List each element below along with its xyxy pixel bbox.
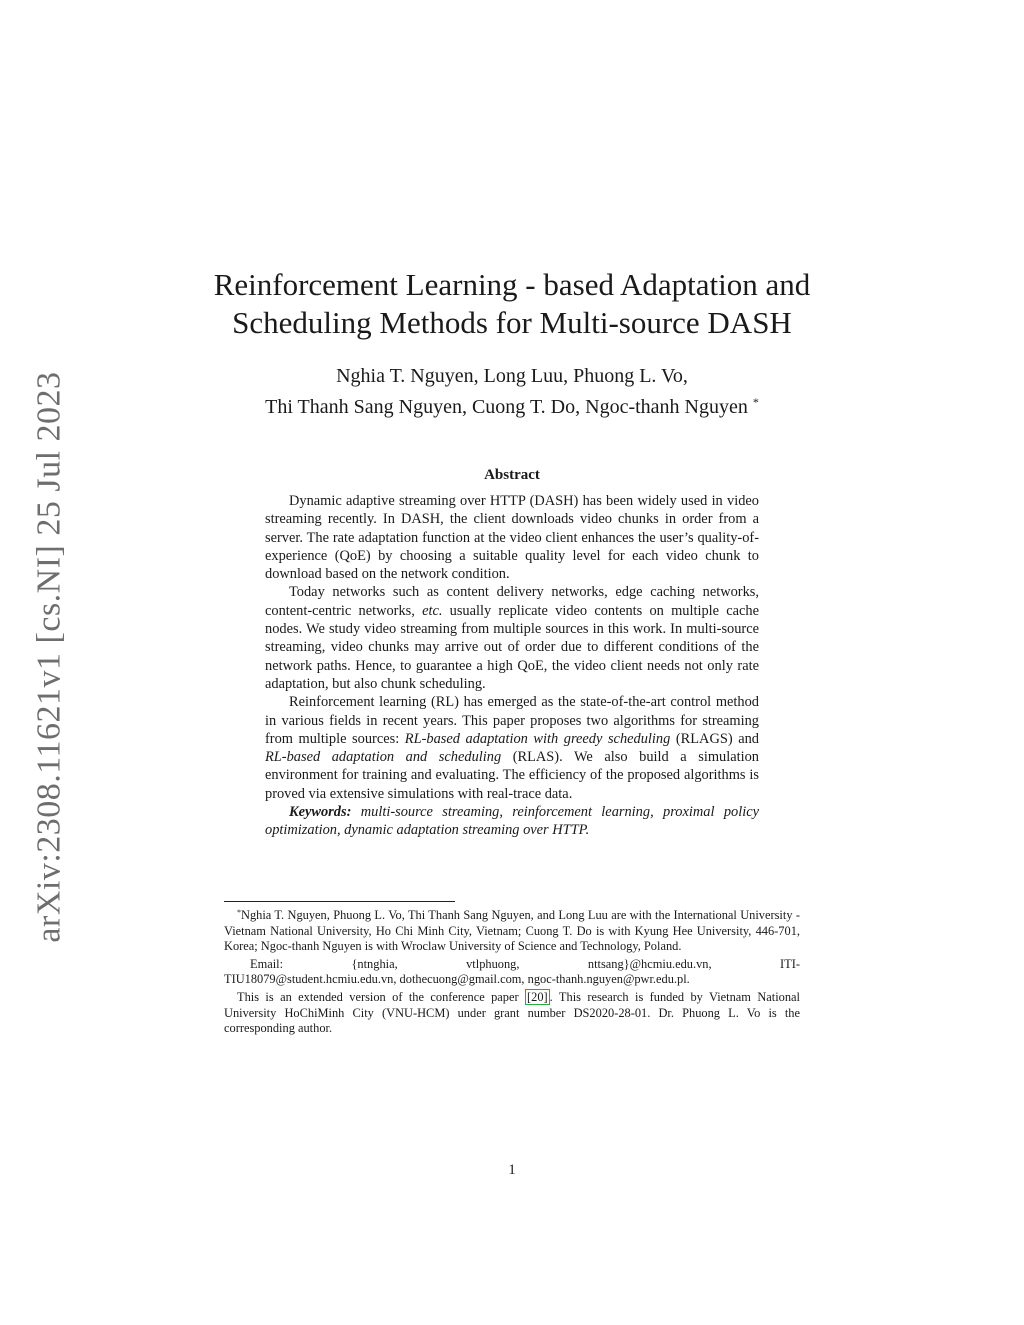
extended-text-a: This is an extended version of the conference paper <box>237 989 519 1004</box>
abstract-p2-etc: etc. <box>422 602 443 619</box>
citation-link[interactable]: [20] <box>527 989 548 1004</box>
abstract-paragraph-2 <box>265 583 759 693</box>
rlags-algorithm-name: RL-based adaptation with greedy scheduling <box>404 730 671 747</box>
title-line-1: Reinforcement Learning - based Adaptation and <box>213 267 811 302</box>
author-list <box>200 363 824 420</box>
abstract-body <box>265 492 759 840</box>
email-word-2: vtlphuong, <box>466 956 520 971</box>
footnote-email-addresses: TIU18079@student.hcmiu.edu.vn, dothecuong@gmail.com, ngoc-thanh.nguyen@pwr.edu.pl. <box>224 972 690 987</box>
footnote-mark: * <box>237 908 241 917</box>
abstract-paragraph-3 <box>265 693 759 803</box>
footnote-extended-version <box>224 990 800 1037</box>
title-line-2: Scheduling Methods for Multi-source DASH <box>232 305 792 340</box>
abstract-p3-text-b: (RLAGS) and <box>675 730 759 747</box>
footnote-affiliations <box>224 905 800 955</box>
email-word-3: nttsang}@hcmiu.edu.vn, <box>587 956 712 971</box>
author-footnote-mark: * <box>752 395 759 409</box>
rlas-algorithm-name: RL-based adaptation and scheduling <box>265 749 502 766</box>
footnotes <box>224 905 800 1039</box>
abstract-p2-text-b: usually replicate video contents on multiple cache nodes. We study video streaming from multiple sources in this work. In multi-source streaming, video chunks may arrive out of order due to different conditions of the network paths. Hence, to guarantee a high QoE, the video client needs not only rate adaptation, but also chunk scheduling. <box>265 602 759 692</box>
extended-text-b: . This research is funded by Vietnam National University HoChiMinh City (VNU-HCM) under grant number DS2020-28-01. Dr. Phuong L. Vo is the corresponding author. <box>224 989 800 1036</box>
paper-title <box>180 266 844 342</box>
footnote-affiliations-text: Nghia T. Nguyen, Phuong L. Vo, Thi Thanh Sang Nguyen, and Long Luu are with the International University - Vietnam National University, Ho Chi Minh City, Vietnam; Cuong T. Do is with Kyung Hee University, 446-701, Korea; Ngoc-thanh Nguyen is with Wroclaw University of Science and Technology, Poland. <box>224 908 800 954</box>
keywords-paragraph <box>265 803 759 840</box>
email-label: Email: <box>250 956 284 971</box>
email-word-4: ITI- <box>780 956 800 971</box>
authors-line-2-text: Thi Thanh Sang Nguyen, Cuong T. Do, Ngoc-thanh Nguyen <box>265 396 748 418</box>
arxiv-sidebar-stamp <box>28 372 72 942</box>
footnote-email-line <box>224 957 800 973</box>
abstract-p3-text-c: (RLAS). We also build a simulation environment for training and evaluating. The efficiency of the proposed algorithms is proved via extensive simulations with real-trace data. <box>265 749 759 802</box>
keywords-list: multi-source streaming, reinforcement learning, proximal policy optimization, dynamic adaptation streaming over HTTP. <box>265 804 759 839</box>
abstract-p3-text-a: Reinforcement learning (RL) has emerged as the state-of-the-art control method in various fields in recent years. This paper proposes two algorithms for streaming from multiple sources: <box>265 694 759 747</box>
authors-line-2 <box>200 389 824 420</box>
abstract-p2-text-a: Today networks such as content delivery networks, edge caching networks, content-centric networks, <box>265 584 759 619</box>
authors-line-1: Nghia T. Nguyen, Long Luu, Phuong L. Vo, <box>336 365 688 387</box>
abstract-paragraph-1: Dynamic adaptive streaming over HTTP (DASH) has been widely used in video streaming recently. In DASH, the client downloads video chunks in order from a server. The rate adaptation function at the video client enhances the user’s quality-of-experience (QoE) by choosing a suitable quality level for each video chunk to download based on the network condition. <box>265 493 759 583</box>
footnote-rule <box>224 901 455 902</box>
abstract-heading: Abstract <box>484 467 540 483</box>
arxiv-identifier: arXiv:2308.11621v1 [cs.NI] 25 Jul 2023 <box>31 371 68 943</box>
email-word-1: {ntnghia, <box>351 956 398 971</box>
page-number: 1 <box>508 1162 516 1178</box>
keywords-label: Keywords: <box>289 804 352 821</box>
